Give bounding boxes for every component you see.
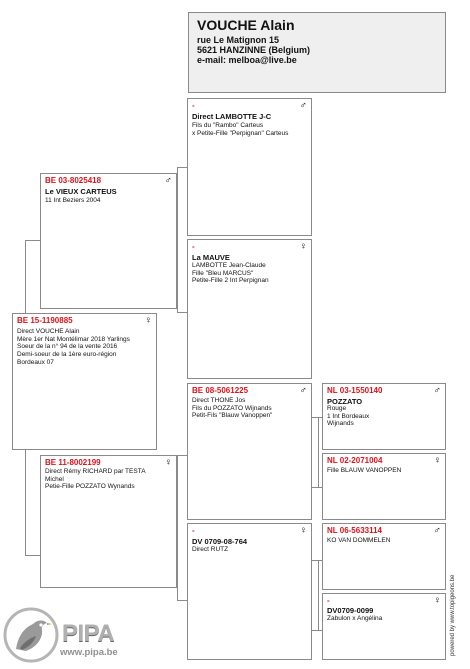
info-line: Petit-Fils "Blauw Vanoppen" [192,412,273,420]
info-line: Bordeaux 07 [17,358,54,366]
info-line: Petite-Fille 2 Int Perpignan [192,277,269,285]
pipa-logo-text: PIPA [62,620,115,647]
female-icon: ♀ [144,315,152,326]
pigeon-name: Direct LAMBOTTE J-C [192,112,272,121]
connector-line [177,167,178,312]
info-line: Direct VOUCHE Alain [17,328,80,335]
info-line: Wijnands [327,420,354,428]
ring-number: BE 15-1190885 [17,316,73,325]
connector-line [177,167,187,168]
info-line: Direct RUTZ [192,546,229,553]
pigeon-box-dam [40,455,177,588]
female-icon: ♀ [299,241,307,252]
ring-number: NL 03-1550140 [327,386,383,395]
connector-line [177,312,187,313]
ring-number: BE 03-8025418 [45,176,102,185]
info-line: 1 Int Bordeaux [327,412,370,420]
connector-line [177,455,187,456]
pigeon-name: Le VIEUX CARTEUS [45,187,117,196]
ring-number: BE 11-8002199 [45,458,101,467]
female-icon: ♀ [299,525,307,536]
info-line: Fille BLAUW VANOPPEN [327,467,402,474]
connector-line [312,417,322,418]
info-line: x Petite-Fille "Perpignan" Carteus [192,129,289,137]
connector-line [312,560,322,561]
ring-number: - [327,596,330,605]
owner-street: rue Le Matignon 15 [197,35,280,45]
connector-line [318,560,319,630]
pigeon-box-sd [187,239,312,379]
owner-city: 5621 HANZINNE (Belgium) [197,45,311,55]
connector-line [312,487,322,488]
info-line: Petie-Fille POZZATO Wynands [45,483,135,491]
pigeon-box-dsd [322,453,446,520]
pigeon-box-dd [187,523,312,660]
male-icon: ♂ [299,385,307,396]
connector-line [177,600,187,601]
connector-line [25,240,40,241]
ring-number: - [192,526,195,535]
pigeon-box-sire [40,173,177,309]
ring-number: NL 06-5633114 [327,526,383,535]
ring-number: NL 02-2071004 [327,456,383,465]
pigeon-box-ds [187,383,312,520]
pigeon-name: DV 0709-08-764 [192,537,248,546]
ring-number: - [192,242,195,251]
female-icon: ♀ [433,455,441,466]
powered-by [448,566,462,656]
info-line: KO VAN DOMMELEN [327,537,391,544]
info-line: Michel [45,475,64,483]
pigeon-name: DV0709-0099 [327,606,374,615]
connector-line [25,555,40,556]
info-line: LAMBOTTE Jean-Claude [192,262,266,269]
pipa-url[interactable]: www.pipa.be [60,647,118,658]
info-line: Direct THONE Jos [192,397,246,404]
info-line: Mère 1er Nat Montélimar 2018 Yarlings [17,335,130,343]
pigeon-name: La MAUVE [192,253,230,262]
male-icon: ♂ [299,100,307,111]
owner-email: e-mail: melboa@live.be [197,55,297,65]
pigeon-box-ss [187,98,312,236]
pigeon-name: POZZATO [327,397,363,406]
male-icon: ♂ [164,175,172,186]
pigeon-logo-icon [2,606,62,664]
info-line: Rouge [327,405,347,412]
info-line: Soeur de la n° 94 de la vente 2016 [17,343,118,351]
info-line: 11 Int Beziers 2004 [45,197,101,204]
info-line: Fils du "Rambo" Carteus [192,122,264,129]
powered-by-text[interactable]: powered by www.topigeons.be [450,574,456,656]
owner-name: VOUCHE Alain [197,17,295,33]
pipa-logo [2,606,62,669]
info-line: Fils du POZZATO Wijnands [192,404,272,412]
info-line: Zabulon x Angélina [327,615,383,622]
owner-box [188,12,446,93]
pigeon-box-dds [322,523,446,590]
female-icon: ♀ [433,595,441,606]
connector-line [312,630,322,631]
pigeon-box-gen1 [12,313,157,450]
info-line: Direct Rémy RICHARD par TESTA [45,468,146,475]
ring-number: BE 08-5061225 [192,386,249,395]
male-icon: ♂ [433,525,441,536]
info-line: Demi-soeur de la 1ère euro-région [17,351,117,359]
pigeon-box-dss [322,383,446,450]
male-icon: ♂ [433,385,441,396]
pigeon-box-ddd [322,593,446,660]
ring-number: - [192,101,195,110]
female-icon: ♀ [164,457,172,468]
connector-line [177,455,178,600]
info-line: Fille "Bleu MARCUS" [192,269,254,277]
connector-line [318,417,319,487]
